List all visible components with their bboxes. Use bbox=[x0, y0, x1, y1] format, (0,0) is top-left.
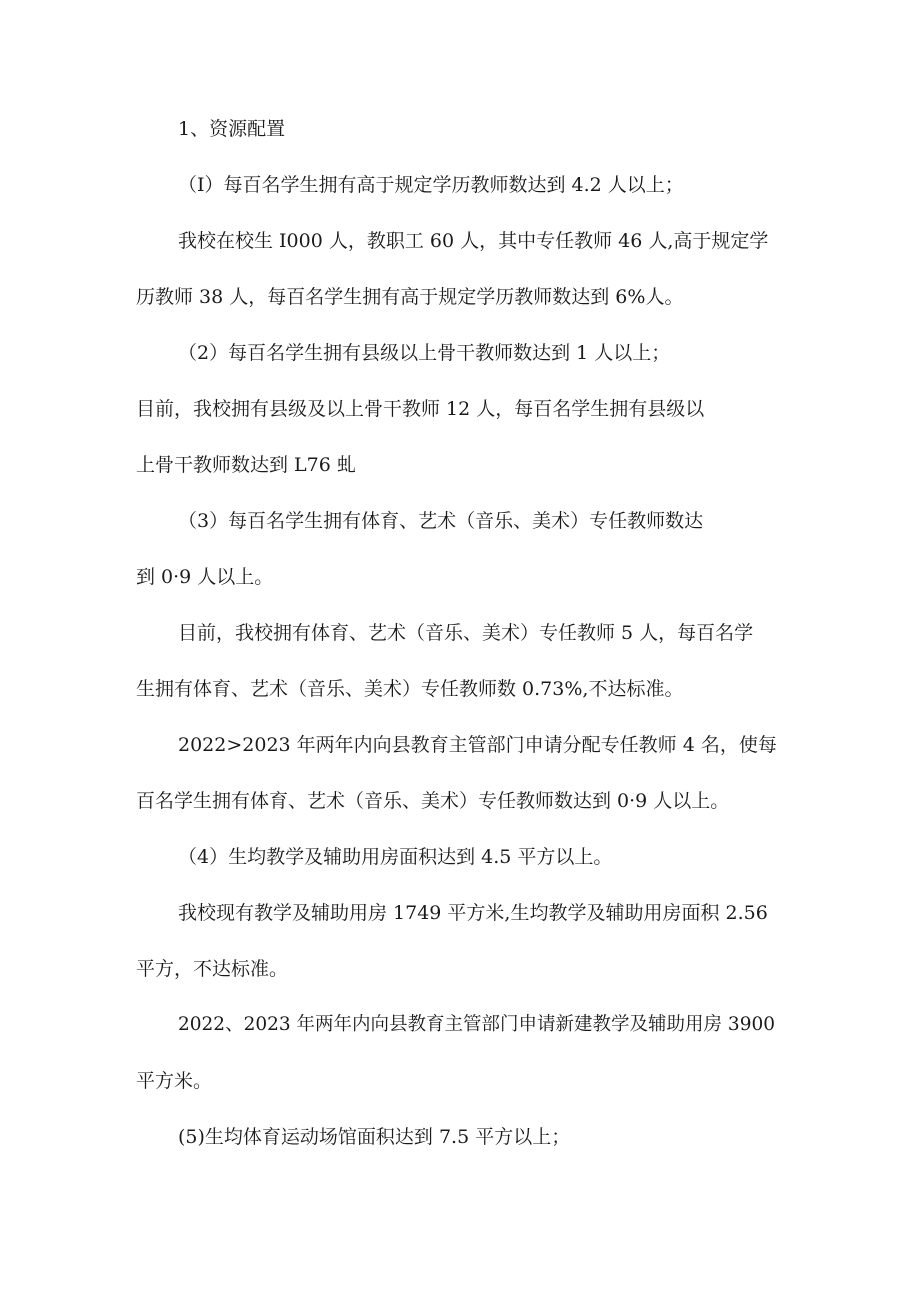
paragraph-line: 生拥有体育、艺术（音乐、美术）专任教师数 0.73%,不达标准。 bbox=[136, 678, 684, 700]
paragraph-line: 百名学生拥有体育、艺术（音乐、美术）专任教师数达到 0·9 人以上。 bbox=[136, 790, 730, 812]
paragraph-line: 平方，不达标准。 bbox=[136, 958, 289, 980]
item-2-heading: （2）每百名学生拥有县级以上骨干教师数达到 1 人以上； bbox=[178, 342, 671, 364]
paragraph-line: 2022、2023 年两年内向县教育主管部门申请新建教学及辅助用房 3900 bbox=[178, 1014, 776, 1035]
paragraph-line: 我校在校生 I000 人，教职工 60 人，其中专任教师 46 人,高于规定学 bbox=[178, 230, 769, 252]
paragraph-line: 目前，我校拥有体育、艺术（音乐、美术）专任教师 5 人，每百名学 bbox=[178, 622, 754, 644]
paragraph-line: 平方米。 bbox=[136, 1070, 213, 1092]
item-3-heading: （3）每百名学生拥有体育、艺术（音乐、美术）专任教师数达 bbox=[178, 510, 704, 532]
item-5-heading: (5)生均体育运动场馆面积达到 7.5 平方以上； bbox=[178, 1126, 571, 1148]
paragraph-line: 2022>2023 年两年内向县教育主管部门申请分配专任教师 4 名，使每 bbox=[178, 734, 777, 756]
paragraph-line: 历教师 38 人，每百名学生拥有高于规定学历教师数达到 6%人。 bbox=[136, 286, 684, 308]
paragraph-line: 上骨干教师数达到 L76 虬 bbox=[136, 454, 356, 476]
item-4-heading: （4）生均教学及辅助用房面积达到 4.5 平方以上。 bbox=[178, 846, 613, 868]
paragraph-line: 到 0·9 人以上。 bbox=[136, 566, 274, 588]
item-1-heading: （I）每百名学生拥有高于规定学历教师数达到 4.2 人以上； bbox=[178, 174, 684, 196]
paragraph-line: 目前，我校拥有县级及以上骨干教师 12 人，每百名学生拥有县级以 bbox=[136, 398, 705, 420]
section-heading: 1、资源配置 bbox=[178, 118, 286, 140]
paragraph-line: 我校现有教学及辅助用房 1749 平方米,生均教学及辅助用房面积 2.56 bbox=[178, 902, 768, 924]
